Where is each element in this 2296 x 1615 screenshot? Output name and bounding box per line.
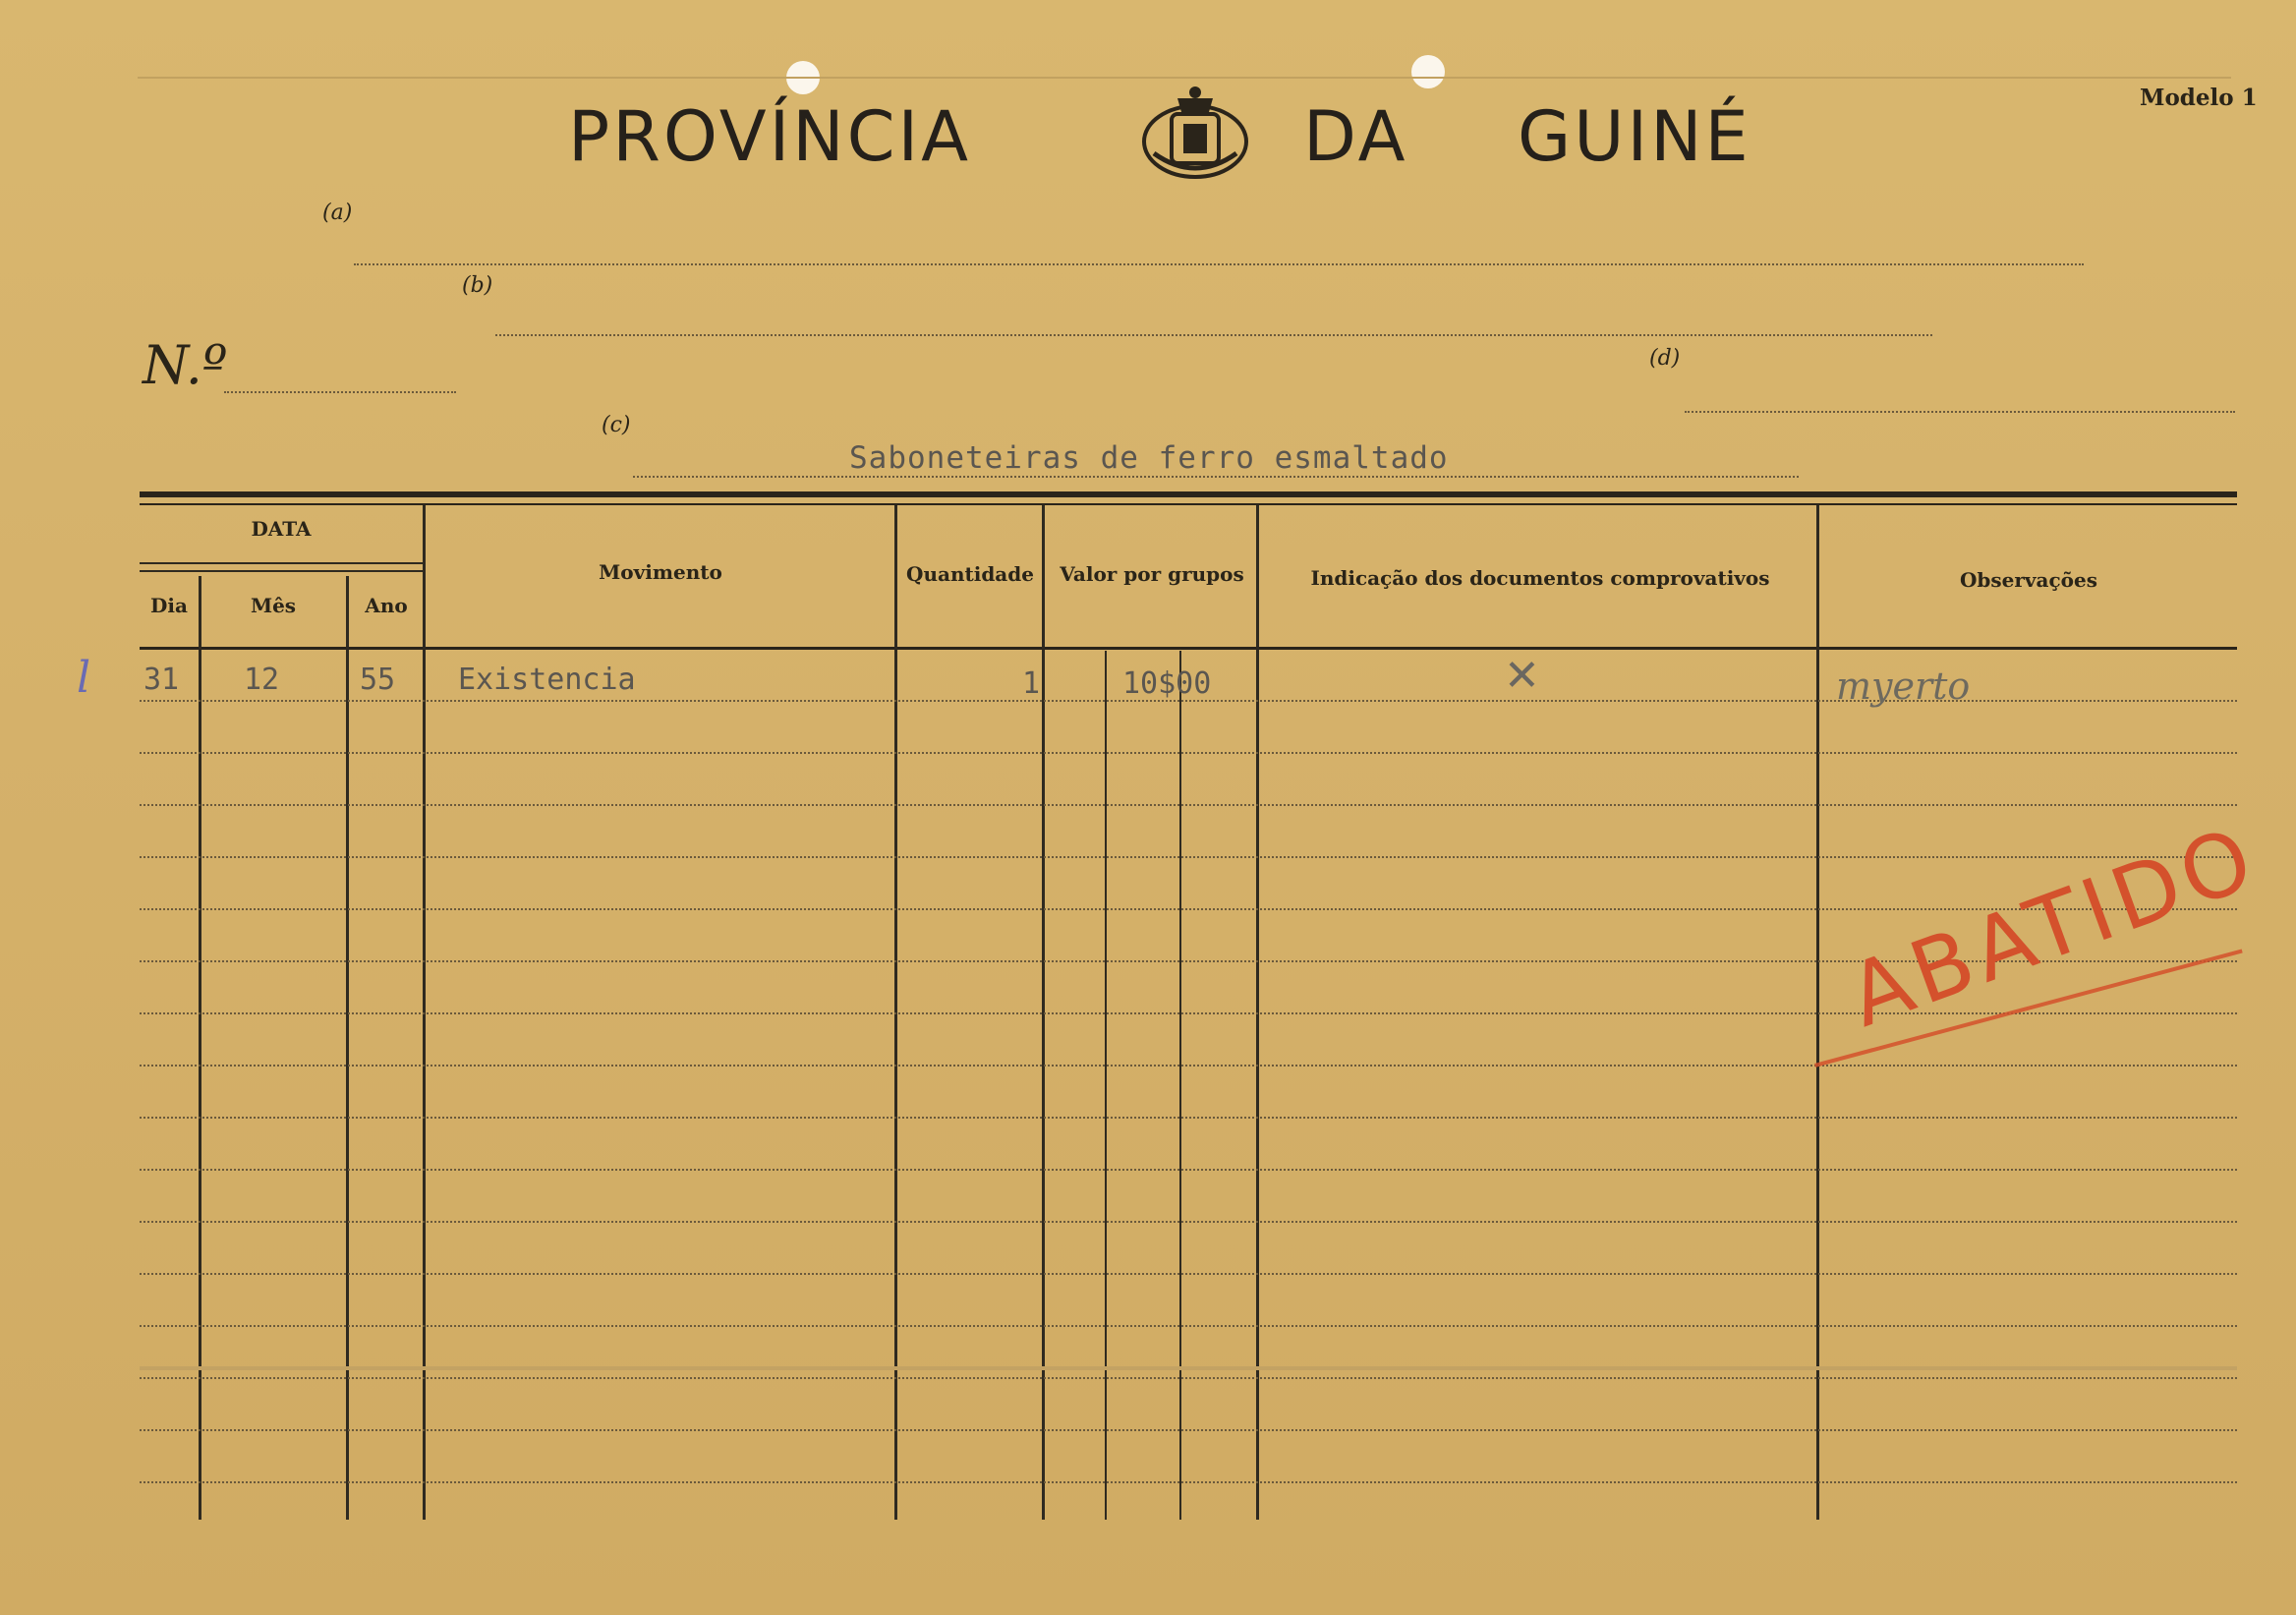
lower-faint-rule [140, 1366, 2237, 1370]
field-c-marker: (c) [602, 413, 631, 437]
header-movimento: Movimento [599, 560, 722, 584]
table-top-rule-thin [140, 503, 2237, 505]
header-ano: Ano [365, 594, 408, 617]
row-line [140, 804, 2237, 806]
coat-of-arms-emblem [1138, 81, 1252, 183]
row-line [140, 1221, 2237, 1223]
item-description: Saboneteiras de ferro esmaltado [849, 440, 1449, 476]
col-line-valor-sub2 [1179, 651, 1181, 1520]
field-d-line [1685, 411, 2235, 413]
row-observacoes: myerto [1836, 664, 1971, 708]
header-bottom-rule [140, 647, 2237, 650]
row-line [140, 1481, 2237, 1483]
field-d-marker: (d) [1649, 346, 1681, 371]
header-data: DATA [251, 517, 312, 541]
row-line [140, 1273, 2237, 1275]
header-quantidade: Quantidade [906, 562, 1034, 586]
title-da: DA [1303, 96, 1408, 177]
header-data-rule [140, 562, 425, 564]
header-data-rule-2 [140, 570, 425, 572]
punch-hole [1411, 55, 1445, 88]
row-line [140, 1325, 2237, 1327]
row-line [140, 1169, 2237, 1171]
row-line [140, 1429, 2237, 1431]
field-a-line [354, 263, 2084, 265]
table-top-rule [140, 491, 2237, 497]
title-guine: GUINÉ [1518, 96, 1751, 177]
modelo-label: Modelo 1 [2140, 85, 2258, 111]
header-dia: Dia [150, 594, 188, 617]
header-documentos: Indicação dos documentos comprovativos [1310, 566, 1770, 590]
abatido-stamp: ABATIDO [1836, 806, 2270, 1047]
row-quantidade: 1 [1022, 666, 1041, 701]
title-provincia: PROVÍNCIA [568, 96, 972, 177]
col-line-valor-sub1 [1105, 651, 1107, 1520]
header-observacoes: Observações [1959, 568, 2097, 592]
numero-line [224, 391, 456, 393]
row-line [140, 1117, 2237, 1119]
margin-mark: l [77, 653, 91, 703]
row-mes: 12 [244, 663, 280, 697]
row-line [140, 1377, 2237, 1379]
field-b-line [495, 334, 1932, 336]
row-line [140, 856, 2237, 858]
field-b-marker: (b) [462, 273, 493, 298]
top-rule [138, 77, 2231, 79]
cross-mark: ✕ [1504, 651, 1540, 701]
row-valor: 10$00 [1122, 666, 1212, 701]
field-a-marker: (a) [322, 201, 353, 225]
row-line [140, 752, 2237, 754]
header-mes: Mês [250, 594, 297, 617]
row-movimento: Existencia [458, 663, 636, 697]
header-valor: Valor por grupos [1060, 562, 1244, 586]
row-line [140, 1065, 2237, 1067]
row-line [140, 908, 2237, 910]
row-ano: 55 [360, 663, 396, 697]
row-dia: 31 [144, 663, 180, 697]
numero-label: N.º [143, 334, 228, 396]
field-c-line [633, 476, 1799, 478]
